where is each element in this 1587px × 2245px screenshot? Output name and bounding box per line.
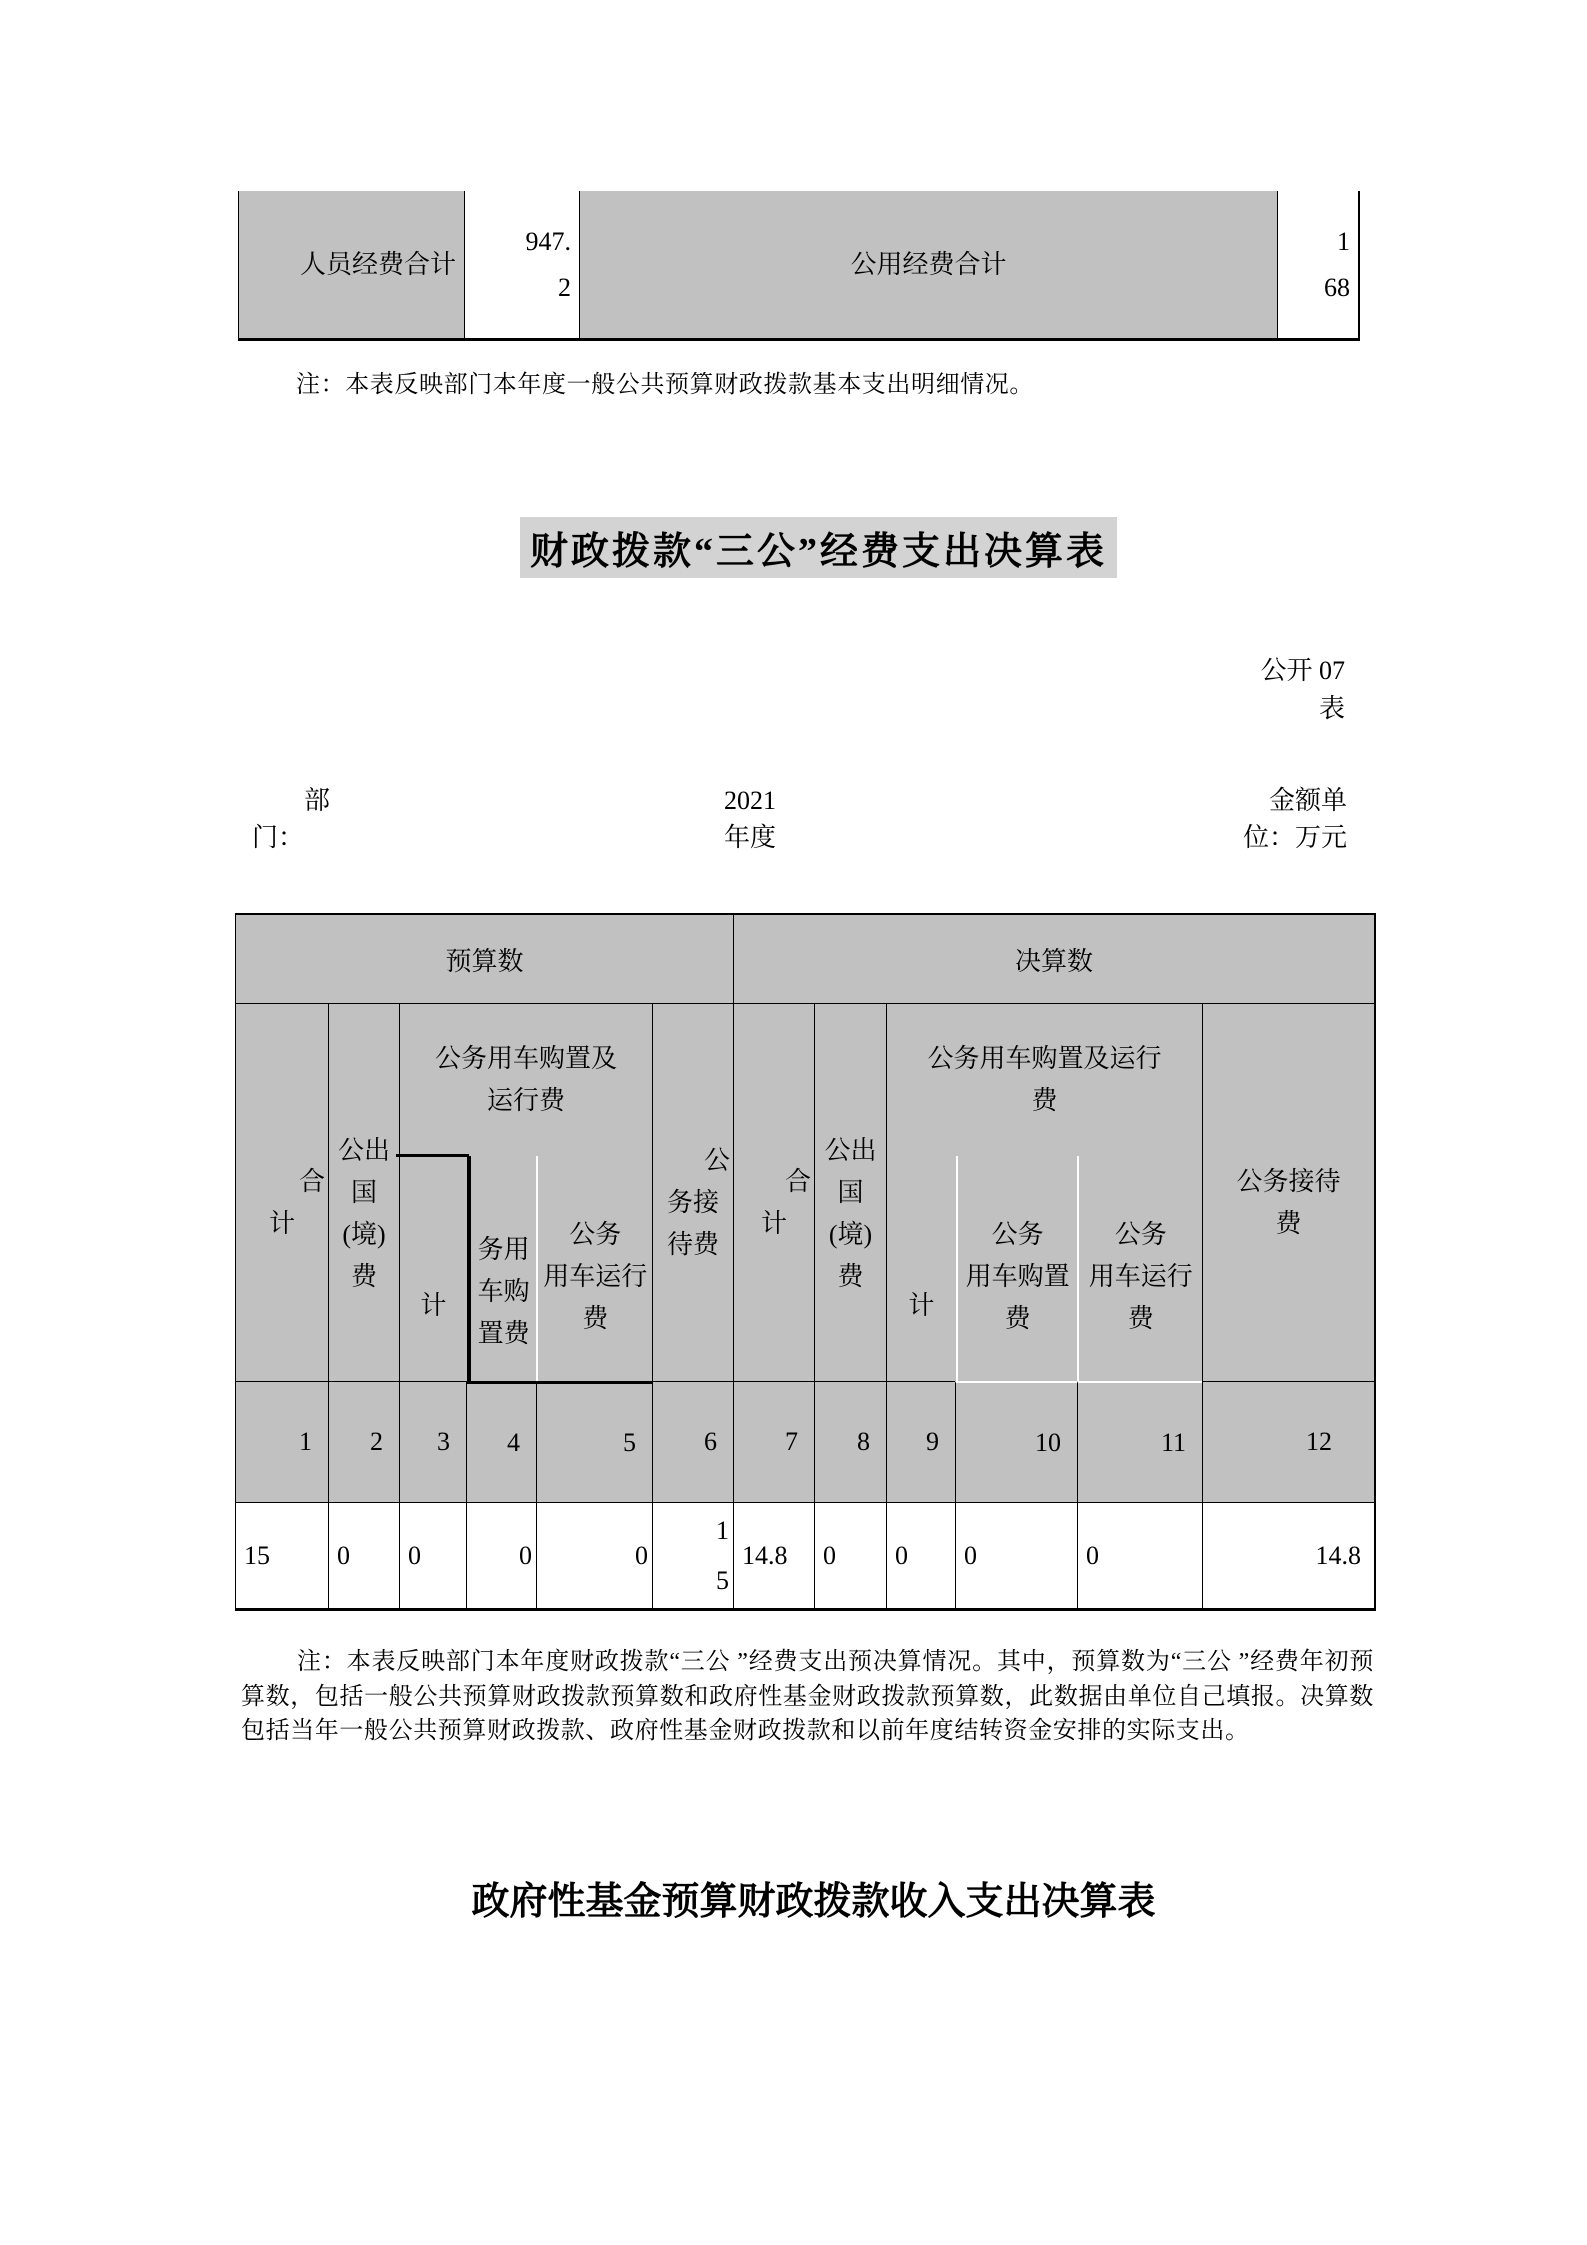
header-line: 计 — [760, 1208, 787, 1238]
header-lines — [1203, 1161, 1374, 1245]
header-line: 运行费 — [486, 1086, 565, 1115]
data-line: 1 — [716, 1515, 729, 1545]
header-lines — [400, 1038, 652, 1122]
header-lines — [734, 1161, 814, 1245]
header-subcell — [956, 1156, 1078, 1381]
column-number-row — [236, 1381, 1374, 1502]
group-header-row — [236, 915, 1374, 1004]
header-line: 公出 — [824, 1135, 877, 1165]
header-line: 务接 — [666, 1187, 719, 1217]
meta-department-line: 门： — [252, 823, 305, 852]
header-line: 费 — [837, 1261, 864, 1291]
column-number-cell: 9 — [886, 1381, 955, 1502]
data-row — [236, 1502, 1374, 1608]
data-cell: 0 — [466, 1502, 536, 1608]
header-group-vehicle — [399, 1004, 652, 1381]
header-lines — [887, 1038, 1202, 1122]
header-line: (境) — [828, 1219, 873, 1249]
header-cell-total — [733, 1004, 814, 1381]
meta-unit-line: 位：万元 — [1242, 823, 1347, 852]
data-cell: 0 — [814, 1502, 886, 1608]
header-line: 用车运行 — [543, 1262, 648, 1291]
header-line: 公务接待 — [1236, 1166, 1341, 1196]
group-vehicle-label — [400, 1004, 652, 1156]
column-number-cell: 1 — [236, 1381, 328, 1502]
header-lines — [236, 1161, 328, 1245]
top-partial-table — [238, 191, 1360, 341]
column-number-cell: 10 — [955, 1381, 1077, 1502]
doc-code-line: 表 — [1318, 694, 1345, 723]
header-subcell — [536, 1156, 652, 1381]
header-line: 公出 — [337, 1135, 390, 1165]
data-cell: 15 — [236, 1502, 328, 1608]
cell-line: 1 — [1337, 226, 1350, 256]
header-line: 费 — [1004, 1304, 1031, 1333]
top-table-value-cell — [464, 191, 579, 338]
header-line: 车购 — [477, 1277, 530, 1306]
cell-line: 公用经费合计 — [850, 249, 1007, 279]
doc-code-line: 公开 07 — [1260, 656, 1345, 685]
header-line: 公务 — [991, 1220, 1044, 1249]
header-line: 费 — [1127, 1304, 1154, 1333]
data-cell: 14.8 — [1202, 1502, 1374, 1608]
header-lines — [653, 1140, 733, 1266]
header-lines — [329, 1130, 399, 1298]
meta-period-line: 2021 — [724, 786, 776, 815]
header-subcell — [467, 1156, 537, 1381]
header-line: 费 — [582, 1304, 609, 1333]
header-subcell — [400, 1156, 467, 1381]
header-line: 用车运行 — [1088, 1262, 1193, 1291]
group-vehicle-subrow — [400, 1156, 652, 1381]
top-table-value-cell — [1277, 191, 1358, 338]
data-cell: 0 — [886, 1502, 955, 1608]
three-public-table-title: 财政拨款“三公”经费支出决算表 — [520, 517, 1117, 578]
header-line: 国 — [837, 1177, 864, 1207]
header-line: 公务 — [569, 1220, 622, 1249]
thick-border-artifact — [396, 1154, 469, 1157]
header-lines — [887, 1285, 956, 1327]
header-cell-reception — [652, 1004, 733, 1381]
header-line: (境) — [342, 1219, 386, 1249]
header-line: 费 — [1275, 1208, 1302, 1238]
data-cell: 0 — [955, 1502, 1077, 1608]
data-cell: 0 — [328, 1502, 399, 1608]
header-line: 国 — [350, 1177, 377, 1207]
column-number-cell: 3 — [399, 1381, 466, 1502]
column-number-cell: 4 — [466, 1381, 536, 1502]
header-line: 合 — [784, 1166, 811, 1196]
section-title-wrap — [520, 519, 1117, 575]
group-header-budget: 预算数 — [236, 915, 733, 1003]
header-cell-total — [236, 1004, 328, 1381]
data-cell — [652, 1502, 733, 1608]
next-table-title: 政府性基金预算财政拨款收入支出决算表 — [471, 1881, 1156, 1923]
note-three-public: 注：本表反映部门本年度财政拨款“三公 ”经费支出预决算情况。其中，预算数为“三公 ”经费年初预算数，包括一般公共预算财政拨款预算数和政府性基金财政拨款预算数，此数据由单位自己填报。决算数包括当年一般公共预算财政拨款、政府性基金财政拨款和以前年度结转资金安排的实际支出。 — [241, 1649, 1374, 1744]
column-number-cell: 7 — [733, 1381, 814, 1502]
header-line: 费 — [1031, 1086, 1058, 1115]
column-header-row — [236, 1004, 1374, 1381]
header-line: 计 — [420, 1291, 447, 1320]
cell-line: 2 — [558, 272, 571, 302]
meta-period — [700, 782, 800, 856]
meta-period-line: 年度 — [723, 823, 776, 852]
doc-code — [1045, 652, 1345, 728]
column-number-cell: 2 — [328, 1381, 399, 1502]
header-cell-abroad — [814, 1004, 886, 1381]
column-number-cell: 6 — [652, 1381, 733, 1502]
data-cell: 0 — [399, 1502, 466, 1608]
column-number-cell: 5 — [536, 1381, 652, 1502]
header-line: 用车购置 — [965, 1262, 1070, 1291]
header-group-vehicle — [886, 1004, 1202, 1381]
header-cell-abroad — [328, 1004, 399, 1381]
header-line: 务用 — [477, 1235, 530, 1264]
cell-line: 947. — [525, 226, 571, 256]
header-subcell — [887, 1156, 956, 1381]
header-line: 公务 — [1114, 1220, 1167, 1249]
data-cell: 14.8 — [733, 1502, 814, 1608]
top-table-label-cell — [239, 191, 464, 338]
header-line: 置费 — [477, 1319, 530, 1348]
data-cell: 0 — [1077, 1502, 1202, 1608]
header-lines — [400, 1285, 467, 1327]
group-header-final: 决算数 — [733, 915, 1374, 1003]
data-cell: 0 — [536, 1502, 652, 1608]
header-line: 计 — [268, 1208, 295, 1238]
header-lines — [1079, 1214, 1202, 1340]
header-line: 公 — [703, 1145, 730, 1175]
column-number-cell: 12 — [1202, 1381, 1374, 1502]
header-cell-reception — [1202, 1004, 1374, 1381]
header-lines — [538, 1214, 652, 1340]
meta-department — [252, 782, 338, 856]
main-table — [235, 913, 1376, 1611]
meta-unit — [1225, 782, 1347, 856]
column-number-cell: 11 — [1077, 1381, 1202, 1502]
column-number-cell: 8 — [814, 1381, 886, 1502]
header-line: 公务用车购置及运行 — [927, 1044, 1162, 1073]
header-line: 计 — [908, 1291, 935, 1320]
data-line: 5 — [716, 1565, 729, 1595]
header-subcell — [1077, 1156, 1202, 1381]
group-vehicle-subrow — [887, 1156, 1202, 1381]
cell-line: 人员经费合计 — [299, 249, 456, 279]
data-cell-lines — [716, 1506, 729, 1606]
header-lines — [958, 1214, 1078, 1340]
header-line: 待费 — [666, 1229, 719, 1259]
header-line: 公务用车购置及 — [434, 1044, 617, 1073]
top-table-label-cell — [579, 191, 1277, 338]
header-line: 费 — [350, 1261, 377, 1291]
header-lines — [815, 1130, 886, 1298]
meta-unit-line: 金额单 — [1268, 786, 1347, 815]
cell-line: 68 — [1324, 272, 1350, 302]
note-basic-expenditure: 注：本表反映部门本年度一般公共预算财政拨款基本支出明细情况。 — [296, 372, 1034, 398]
group-vehicle-label — [887, 1004, 1202, 1156]
header-line: 合 — [298, 1166, 325, 1196]
meta-department-line: 部 — [304, 786, 331, 815]
header-lines — [471, 1229, 537, 1355]
